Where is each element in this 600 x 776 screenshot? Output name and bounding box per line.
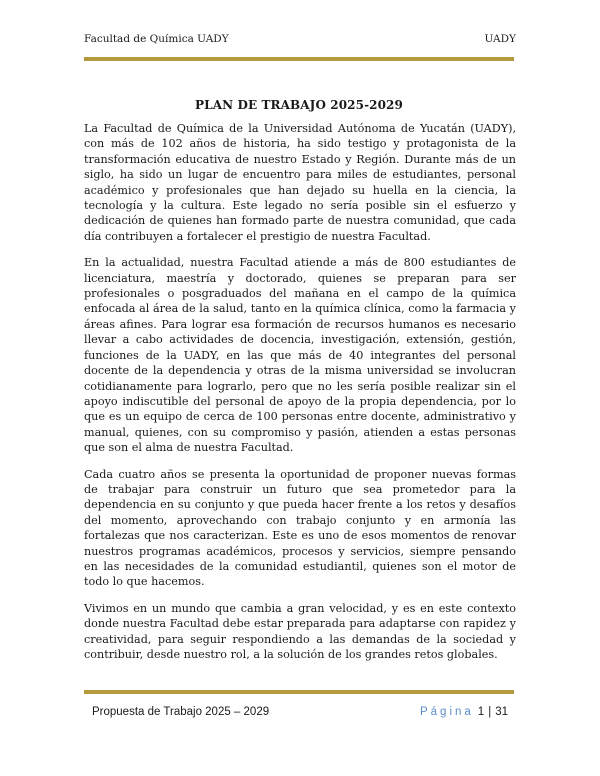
footer-divider — [84, 690, 514, 694]
paragraph-3: Cada cuatro años se presenta la oportunidad de proponer nuevas formas de trabajar para construir un futuro que sea prometedor para la dependencia en su conjunto y que pueda hacer frente a los retos y desafíos del momento, aprovechando con trabajo conjunto y en armonía las fortalezas que nos caracterizan. Este es uno de esos momentos de renovar nuestros programas académicos, procesos y servicios, siempre pensando en las necesidades de la comunidad estudiantil, quienes son el motor de todo lo que hacemos. — [84, 467, 516, 589]
footer-left-text: Propuesta de Trabajo 2025 – 2029 — [92, 706, 270, 718]
page-number: 1 — [477, 706, 485, 718]
document-title: PLAN DE TRABAJO 2025-2029 — [195, 98, 403, 112]
document-body — [84, 121, 516, 673]
header-left-text: Facultad de Química UADY — [84, 33, 229, 45]
header-divider — [84, 57, 514, 61]
page-indicator — [420, 706, 508, 718]
header-right-text: UADY — [484, 33, 516, 45]
page-separator: | — [488, 706, 492, 718]
page-word: Página — [419, 706, 474, 718]
page-header — [84, 33, 516, 49]
total-pages: 31 — [495, 706, 508, 718]
page-footer — [92, 704, 508, 720]
paragraph-1: La Facultad de Química de la Universidad Autónoma de Yucatán (UADY), con más de 102 años de historia, ha sido testigo y protagonista de la transformación educativa de nuestro Estado y Región. Durante más de un siglo, ha sido un lugar de encuentro para miles de estudiantes, personal académico y profesionales que han dejado su huella en la ciencia, la tecnología y la cultura. Este legado no sería posible sin el esfuerzo y dedicación de quienes han formado parte de nuestra comunidad, que cada día contribuyen a fortalecer el prestigio de nuestra Facultad. — [84, 122, 516, 243]
paragraph-4: Vivimos en un mundo que cambia a gran velocidad, y es en este contexto donde nuestra Facultad debe estar preparada para adaptarse con rapidez y creatividad, para seguir respondiendo a las demandas de la sociedad y contribuir, desde nuestro rol, a la solución de los grandes retos globales. — [84, 601, 516, 661]
paragraph-2: En la actualidad, nuestra Facultad atiende a más de 800 estudiantes de licenciatura, maestría y doctorado, quienes se preparan para ser profesionales o posgraduados del mañana en el campo de la química enfocada al área de la salud, tanto en la química clínica, como la farmacia y áreas afines. Para lograr esa formación de recursos humanos es necesario llevar a cabo actividades de docencia, investigación, extensión, gestión, funciones de la UADY, en las que más de 40 integrantes del personal docente de la dependencia y otras de la misma universidad se involucran cotidianamente para lograrlo, pero que no les sería posible realizar sin el apoyo indiscutible del personal de apoyo de la propia dependencia, por lo que es un equipo de cerca de 100 personas entre docente, administrativo y manual, quienes, con su compromiso y pasión, atienden a estas personas que son el alma de nuestra Facultad. — [84, 256, 516, 455]
